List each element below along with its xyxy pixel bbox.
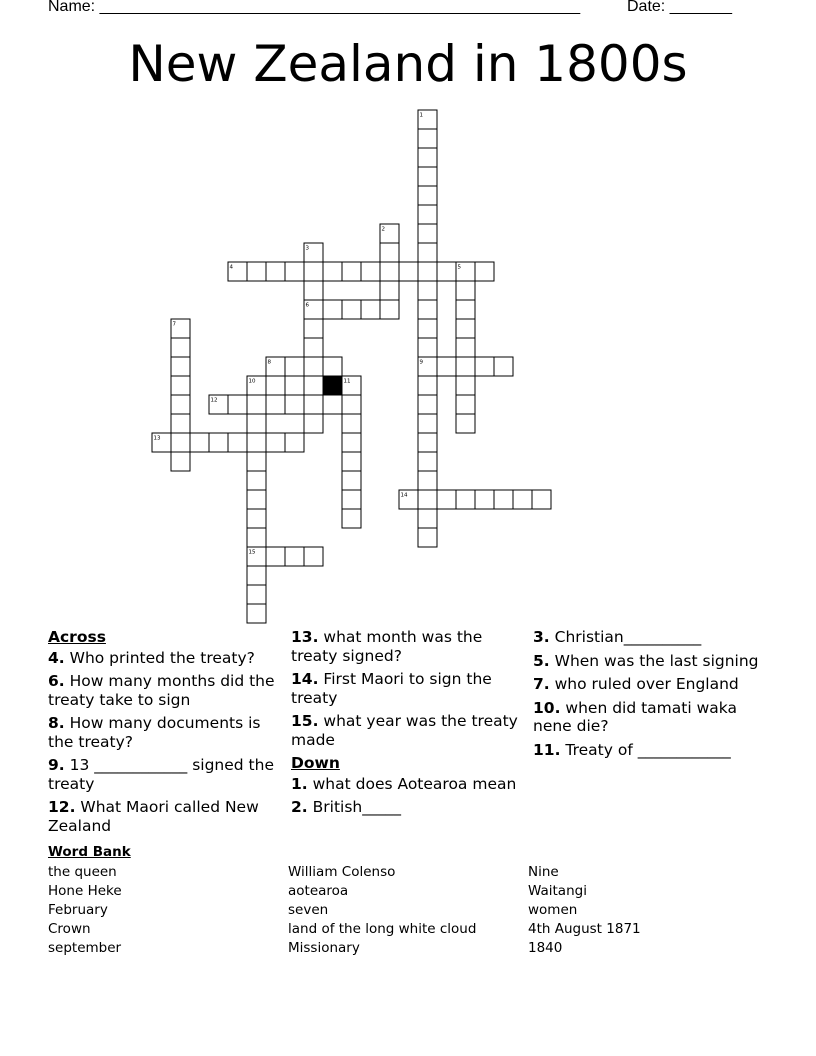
clues-column-2 xyxy=(291,628,529,822)
grid-cell[interactable] xyxy=(304,319,323,338)
grid-cell[interactable] xyxy=(342,395,361,414)
grid-cell[interactable] xyxy=(304,395,323,414)
grid-cell[interactable] xyxy=(418,452,437,471)
clue-number: 6 xyxy=(305,302,309,309)
clues-column-3 xyxy=(533,628,771,764)
word-bank-item: Waitangi xyxy=(528,883,587,899)
grid-cell[interactable] xyxy=(266,433,285,452)
grid-cell[interactable] xyxy=(323,395,342,414)
grid-cell[interactable] xyxy=(380,224,399,243)
clue-down-5: 5. When was the last signing xyxy=(533,651,759,670)
grid-cell[interactable] xyxy=(342,490,361,509)
clue-number: 15 xyxy=(248,549,256,556)
clue-across-4: 4. Who printed the treaty? xyxy=(48,648,255,667)
grid-cell[interactable] xyxy=(209,395,228,414)
clue-number: 5 xyxy=(457,264,461,271)
grid-cell[interactable] xyxy=(285,376,304,395)
grid-cell[interactable] xyxy=(456,319,475,338)
grid-cell[interactable] xyxy=(323,262,342,281)
grid-cell[interactable] xyxy=(456,262,475,281)
word-bank-column-3 xyxy=(528,863,641,958)
clue-number: 11 xyxy=(343,378,351,385)
grid-cell[interactable] xyxy=(171,452,190,471)
grid-cell[interactable] xyxy=(456,376,475,395)
clue-down-2: 2. British_____ xyxy=(291,798,401,816)
clue-across-13: 13. what month was the treaty signed? xyxy=(291,628,483,665)
grid-cell[interactable] xyxy=(266,262,285,281)
clue-number: 10 xyxy=(248,378,256,385)
grid-cell[interactable] xyxy=(380,300,399,319)
grid-cell[interactable] xyxy=(418,243,437,262)
word-bank-item: land of the long white cloud xyxy=(288,921,477,937)
grid-cell[interactable] xyxy=(190,433,209,452)
grid-cell[interactable] xyxy=(247,471,266,490)
grid-cell[interactable] xyxy=(456,300,475,319)
grid-cell[interactable] xyxy=(418,129,437,148)
grid-cell[interactable] xyxy=(418,300,437,319)
grid-cell[interactable] xyxy=(247,490,266,509)
clue-down-1: 1. what does Aotearoa mean xyxy=(291,774,517,793)
grid-cell[interactable] xyxy=(456,414,475,433)
word-bank-item: February xyxy=(48,902,108,918)
grid-cell[interactable] xyxy=(304,376,323,395)
grid-cell[interactable] xyxy=(361,262,380,281)
grid-cell[interactable] xyxy=(418,224,437,243)
grid-cell[interactable] xyxy=(304,262,323,281)
word-bank-item: Missionary xyxy=(288,940,360,956)
word-bank-item: Crown xyxy=(48,921,91,937)
grid-cell[interactable] xyxy=(418,148,437,167)
grid-cell[interactable] xyxy=(247,262,266,281)
clue-across-6: 6. How many months did the treaty take to sign xyxy=(48,672,275,709)
grid-cell[interactable] xyxy=(513,490,532,509)
grid-cell[interactable] xyxy=(228,262,247,281)
grid-cell[interactable] xyxy=(152,433,171,452)
clue-down-11: 11. Treaty of ____________ xyxy=(533,740,731,759)
grid-cell[interactable] xyxy=(266,395,285,414)
grid-cell[interactable] xyxy=(418,186,437,205)
clue-number: 13 xyxy=(153,435,161,442)
grid-cell[interactable] xyxy=(247,433,266,452)
clue-number: 7 xyxy=(172,321,176,328)
grid-cell[interactable] xyxy=(247,585,266,604)
word-bank-column-1 xyxy=(48,863,122,958)
grid-cell[interactable] xyxy=(171,395,190,414)
word-bank-item: aotearoa xyxy=(288,883,349,899)
grid-cell[interactable] xyxy=(266,376,285,395)
grid-cell[interactable] xyxy=(342,300,361,319)
grid-cell[interactable] xyxy=(247,395,266,414)
clue-number: 2 xyxy=(381,226,385,233)
grid-cell[interactable] xyxy=(418,376,437,395)
grid-cell[interactable] xyxy=(399,490,418,509)
grid-cell[interactable] xyxy=(171,338,190,357)
grid-cell[interactable] xyxy=(418,262,437,281)
grid-cell[interactable] xyxy=(304,300,323,319)
grid-cell[interactable] xyxy=(323,357,342,376)
page-title: New Zealand in 1800s xyxy=(128,35,688,93)
grid-cell[interactable] xyxy=(418,338,437,357)
grid-cell[interactable] xyxy=(304,357,323,376)
word-bank-item: 1840 xyxy=(528,940,563,956)
grid-cell[interactable] xyxy=(247,452,266,471)
grid-cell[interactable] xyxy=(247,566,266,585)
grid-cell[interactable] xyxy=(323,300,342,319)
grid-cell[interactable] xyxy=(171,319,190,338)
clue-across-15: 15. what year was the treaty made xyxy=(291,712,518,749)
grid-cell[interactable] xyxy=(342,452,361,471)
clues-column-1 xyxy=(48,628,286,840)
word-bank-item: seven xyxy=(288,902,329,918)
grid-cell[interactable] xyxy=(171,414,190,433)
grid-cell[interactable] xyxy=(342,509,361,528)
grid-cell[interactable] xyxy=(171,376,190,395)
grid-cell[interactable] xyxy=(494,490,513,509)
grid-cell[interactable] xyxy=(285,395,304,414)
grid-cell[interactable] xyxy=(456,281,475,300)
grid-cell[interactable] xyxy=(304,281,323,300)
grid-cell[interactable] xyxy=(456,357,475,376)
grid-cell[interactable] xyxy=(437,262,456,281)
clue-number: 4 xyxy=(229,264,233,271)
grid-cell[interactable] xyxy=(247,547,266,566)
clue-across-8: 8. How many documents is the treaty? xyxy=(48,714,261,751)
grid-cell[interactable] xyxy=(437,490,456,509)
word-bank-column-2 xyxy=(288,863,476,958)
grid-cell[interactable] xyxy=(418,433,437,452)
grid-cell[interactable] xyxy=(247,414,266,433)
across-heading: Across xyxy=(48,628,106,646)
grid-cell[interactable] xyxy=(171,433,190,452)
grid-cell[interactable] xyxy=(266,547,285,566)
date-field: Date: _______ xyxy=(627,0,732,15)
grid-cell[interactable] xyxy=(285,357,304,376)
grid-cell[interactable] xyxy=(247,604,266,623)
grid-cell[interactable] xyxy=(228,433,247,452)
grid-cell[interactable] xyxy=(361,300,380,319)
grid-cell[interactable] xyxy=(342,376,361,395)
grid-cell[interactable] xyxy=(418,319,437,338)
grid-cell[interactable] xyxy=(418,110,437,129)
grid-cell[interactable] xyxy=(304,338,323,357)
clue-down-7: 7. who ruled over England xyxy=(533,675,739,693)
word-bank-title: Word Bank xyxy=(48,844,131,860)
clue-down-3: 3. Christian__________ xyxy=(533,628,702,646)
grid-cell[interactable] xyxy=(399,262,418,281)
word-bank-item: William Colenso xyxy=(288,864,396,880)
grid-cell[interactable] xyxy=(342,471,361,490)
word-bank-item: Nine xyxy=(528,864,559,880)
clue-number: 9 xyxy=(419,359,423,366)
grid-cell[interactable] xyxy=(285,262,304,281)
grid-cell[interactable] xyxy=(418,395,437,414)
grid-cell[interactable] xyxy=(342,433,361,452)
grid-cell[interactable] xyxy=(247,509,266,528)
grid-cell[interactable] xyxy=(171,357,190,376)
grid-cell[interactable] xyxy=(380,243,399,262)
grid-cell[interactable] xyxy=(380,281,399,300)
grid-cell[interactable] xyxy=(456,490,475,509)
grid-cell[interactable] xyxy=(285,547,304,566)
word-bank-item: 4th August 1871 xyxy=(528,921,641,937)
grid-cell[interactable] xyxy=(247,528,266,547)
down-heading: Down xyxy=(291,754,340,772)
grid-cell[interactable] xyxy=(304,547,323,566)
grid-cell[interactable] xyxy=(437,357,456,376)
grid-cell[interactable] xyxy=(304,243,323,262)
black-cell xyxy=(323,376,342,395)
word-bank-item: women xyxy=(528,902,578,918)
grid-cell[interactable] xyxy=(418,167,437,186)
clue-number: 3 xyxy=(305,245,309,252)
grid-cell[interactable] xyxy=(418,205,437,224)
name-field: Name: ______________________________________________________ xyxy=(48,0,581,15)
grid-cell[interactable] xyxy=(494,357,513,376)
clue-number: 8 xyxy=(267,359,271,366)
word-bank-item: Hone Heke xyxy=(48,883,122,899)
clue-down-10: 10. when did tamati waka nene die? xyxy=(533,698,737,735)
grid-cell[interactable] xyxy=(418,281,437,300)
grid-cell[interactable] xyxy=(475,357,494,376)
clue-across-12: 12. What Maori called New Zealand xyxy=(48,798,259,835)
clue-across-14: 14. First Maori to sign the treaty xyxy=(291,670,492,707)
grid-cell[interactable] xyxy=(475,262,494,281)
grid-cell[interactable] xyxy=(418,471,437,490)
word-bank-item: september xyxy=(48,940,122,956)
grid-cell[interactable] xyxy=(285,433,304,452)
grid-cell[interactable] xyxy=(342,414,361,433)
grid-cell[interactable] xyxy=(380,262,399,281)
grid-cell[interactable] xyxy=(266,357,285,376)
grid-cell[interactable] xyxy=(247,376,266,395)
grid-cell[interactable] xyxy=(418,357,437,376)
word-bank-item: the queen xyxy=(48,864,117,880)
grid-cell[interactable] xyxy=(475,490,494,509)
grid-cell[interactable] xyxy=(304,414,323,433)
grid-cell[interactable] xyxy=(418,509,437,528)
grid-cell[interactable] xyxy=(456,338,475,357)
grid-cell[interactable] xyxy=(342,262,361,281)
clue-number: 14 xyxy=(400,492,408,499)
clue-number: 1 xyxy=(419,112,423,119)
grid-cell[interactable] xyxy=(456,395,475,414)
grid-cell[interactable] xyxy=(228,395,247,414)
grid-cell[interactable] xyxy=(418,490,437,509)
clue-number: 12 xyxy=(210,397,218,404)
clue-across-9: 9. 13 ____________ signed the treaty xyxy=(48,756,274,793)
grid-cell[interactable] xyxy=(418,414,437,433)
grid-cell[interactable] xyxy=(532,490,551,509)
grid-cell[interactable] xyxy=(418,528,437,547)
grid-cell[interactable] xyxy=(209,433,228,452)
